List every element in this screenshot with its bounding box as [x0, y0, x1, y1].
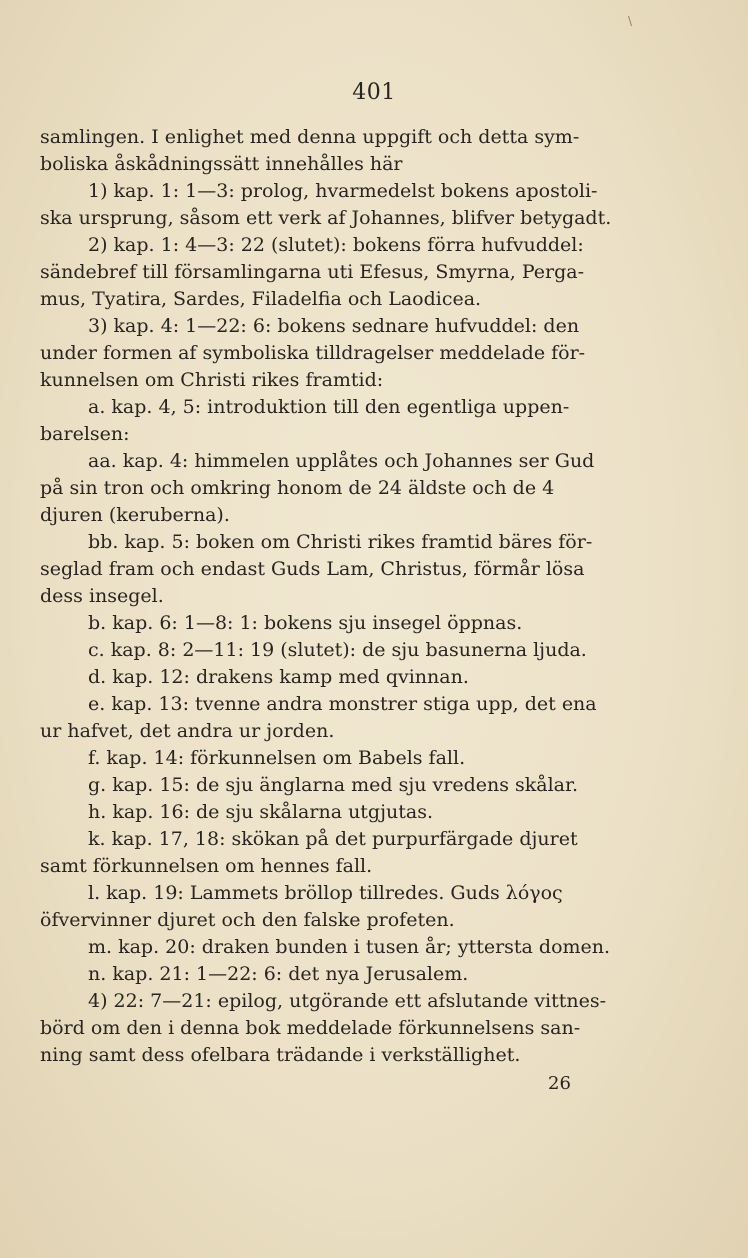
body-text	[40, 124, 622, 1069]
text-line: m. kap. 20: draken bunden i tusen år; yttersta domen.	[88, 936, 611, 958]
text-line: samlingen. I enlighet med denna uppgift och detta sym-	[40, 126, 580, 148]
text-line: öfvervinner djuret och den falske profeten.	[40, 909, 455, 931]
text-line: aa. kap. 4: himmelen upplåtes och Johannes ser Gud	[88, 450, 595, 472]
text-line: dess insegel.	[40, 585, 164, 607]
text-line: boliska åskådningssätt innehålles här	[40, 153, 403, 175]
signature-mark: 26	[548, 1073, 571, 1094]
print-speck: \	[628, 14, 633, 28]
text-line: k. kap. 17, 18: skökan på det purpurfärgade djuret	[88, 828, 578, 850]
text-line: börd om den i denna bok meddelade förkunnelsens san-	[40, 1017, 581, 1039]
text-line: 1) kap. 1: 1—3: prolog, hvarmedelst bokens apostoli-	[88, 180, 598, 202]
text-line: 2) kap. 1: 4—3: 22 (slutet): bokens förra hufvuddel:	[88, 234, 584, 256]
text-line: b. kap. 6: 1—8: 1: bokens sju insegel öppnas.	[88, 612, 523, 634]
text-line: på sin tron och omkring honom de 24 äldste och de 4	[40, 477, 555, 499]
text-line: c. kap. 8: 2—11: 19 (slutet): de sju basunerna ljuda.	[88, 639, 587, 661]
text-line: samt förkunnelsen om hennes fall.	[40, 855, 373, 877]
text-line: mus, Tyatira, Sardes, Filadelfia och Laodicea.	[40, 288, 482, 310]
text-line: 3) kap. 4: 1—22: 6: bokens sednare hufvuddel: den	[88, 315, 580, 337]
page-number: 401	[352, 80, 396, 105]
text-line: f. kap. 14: förkunnelsen om Babels fall.	[88, 747, 466, 769]
text-line: g. kap. 15: de sju änglarna med sju vredens skålar.	[88, 774, 579, 796]
text-line: n. kap. 21: 1—22: 6: det nya Jerusalem.	[88, 963, 469, 985]
text-line: ur hafvet, det andra ur jorden.	[40, 720, 335, 742]
text-line: seglad fram och endast Guds Lam, Christus, förmår lösa	[40, 558, 585, 580]
text-line: bb. kap. 5: boken om Christi rikes framtid bäres för-	[88, 531, 593, 553]
text-line: e. kap. 13: tvenne andra monstrer stiga upp, det ena	[88, 693, 597, 715]
text-line: l. kap. 19: Lammets bröllop tillredes. Guds λόγος	[88, 882, 563, 904]
text-line: h. kap. 16: de sju skålarna utgjutas.	[88, 801, 433, 823]
text-line: djuren (keruberna).	[40, 504, 230, 526]
text-line: kunnelsen om Christi rikes framtid:	[40, 369, 384, 391]
text-line: a. kap. 4, 5: introduktion till den egentliga uppen-	[88, 396, 570, 418]
text-line: d. kap. 12: drakens kamp med qvinnan.	[88, 666, 469, 688]
text-line: sändebref till församlingarna uti Efesus, Smyrna, Perga-	[40, 261, 585, 283]
text-line: ska ursprung, såsom ett verk af Johannes, blifver betygadt.	[40, 207, 612, 229]
text-line: under formen af symboliska tilldragelser meddelade för-	[40, 342, 586, 364]
text-line: 4) 22: 7—21: epilog, utgörande ett afslutande vittnes-	[88, 990, 607, 1012]
text-line: barelsen:	[40, 423, 130, 445]
text-line: ning samt dess ofelbara trädande i verkställighet.	[40, 1044, 521, 1066]
